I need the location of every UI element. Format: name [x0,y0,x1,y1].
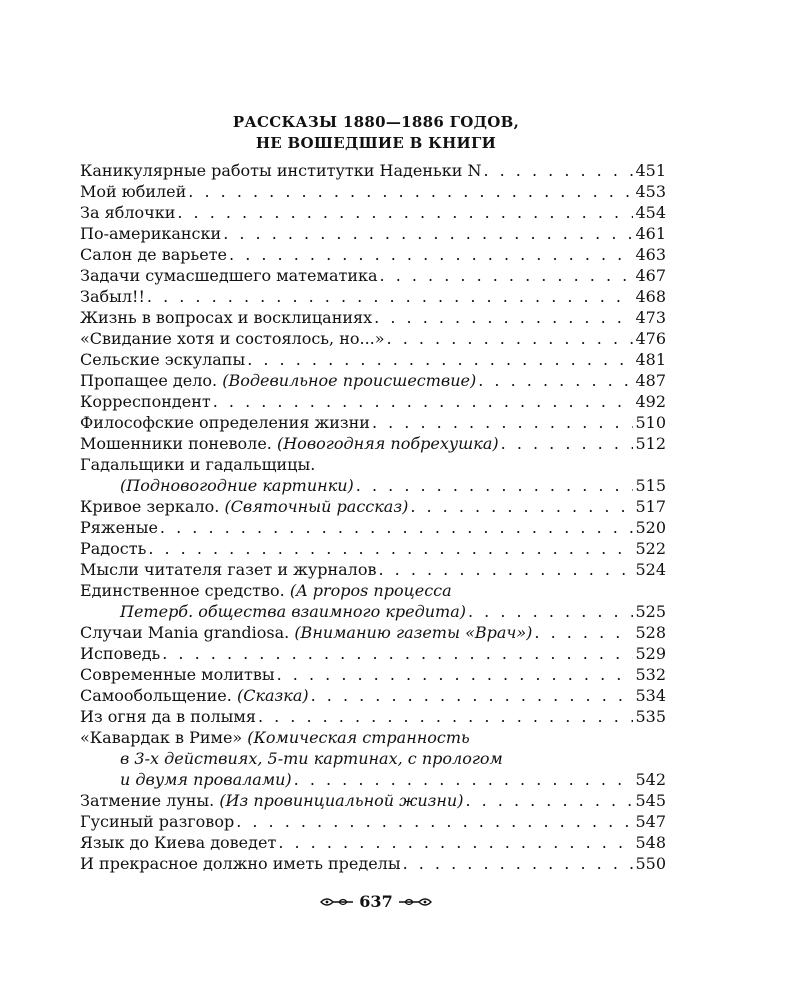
dot-leader [147,286,634,307]
toc-entry-title: Исповедь [80,644,161,663]
toc-entry-title: «Кавардак в Риме» [80,728,243,747]
dot-leader [162,643,633,664]
dot-leader [277,664,634,685]
toc-page-number: 534 [635,686,666,705]
toc-entry [80,328,666,349]
toc-entry [80,706,666,727]
toc-page-number: 517 [635,497,666,516]
toc-entry-continuation [80,601,666,622]
toc-entry-subtitle: (Из провинциальной жизни) [219,791,464,810]
toc-entry-title: Забыл!! [80,287,145,306]
toc-page-number: 481 [635,350,666,369]
page-footer [0,892,752,911]
toc-entry-subtitle-continued: (Подновогодние картинки) [120,476,354,495]
toc-page-number: 524 [635,560,666,579]
toc-entry-title: Философские определения жизни [80,413,370,432]
toc-entry-title: Единственное средство. [80,581,285,600]
toc-entry-subtitle: (Водевильное происшествие) [222,371,477,390]
dot-leader [372,412,634,433]
toc-page-number: 550 [635,854,666,873]
toc-entry-subtitle: (Вниманию газеты «Врач») [294,623,533,642]
toc-entry-title: Гадальщики и гадальщицы. [80,455,316,474]
dot-leader [374,307,633,328]
toc-page-number: 522 [635,539,666,558]
toc-entry [80,496,666,517]
ornament-left-icon [319,895,355,909]
dot-leader [258,706,634,727]
toc-entry [80,307,666,328]
toc-entry-title: Из огня да в полымя [80,707,256,726]
toc-entry-title: Случаи Mania grandiosa. [80,623,290,642]
toc-entry-title: «Свидание хотя и состоялось, но...» [80,329,385,348]
toc-entry [80,790,666,811]
toc-entry-continuation [80,748,666,769]
toc-entry [80,412,666,433]
page-number: 637 [359,892,393,911]
toc-entry-subtitle-continued: Петерб. общества взаимного кредита) [120,602,466,621]
toc-entry-title: Радость [80,539,147,558]
toc-entry [80,454,666,475]
toc-entry [80,664,666,685]
toc-entry [80,643,666,664]
dot-leader [160,517,634,538]
toc-entry-subtitle: (Новогодняя побрехушка) [276,434,499,453]
toc-entry-title: Корреспондент [80,392,211,411]
toc-page-number: 528 [635,623,666,642]
toc-entry [80,685,666,706]
toc-page-number: 454 [635,203,666,222]
toc-entry-title: За яблочки [80,203,176,222]
toc-entry-title: Салон де варьете [80,245,228,264]
toc-page-number: 548 [635,833,666,852]
toc-entry-subtitle: (Святочный рассказ) [224,497,409,516]
toc-entry [80,244,666,265]
toc-entry [80,160,666,181]
toc-entry [80,391,666,412]
toc-entry-title: Каникулярные работы институтки Наденьки N [80,161,482,180]
toc-entry-title: По-американски [80,224,222,243]
dot-leader [177,202,633,223]
toc-entry [80,349,666,370]
toc-page-number: 547 [635,812,666,831]
dot-leader [387,328,634,349]
dot-leader [403,853,634,874]
dot-leader [229,244,633,265]
toc-entry-subtitle: (Комическая странность [247,728,470,747]
toc-entry [80,370,666,391]
toc-entry [80,853,666,874]
dot-leader [278,832,633,853]
dot-leader [223,223,633,244]
toc-page-number: 529 [635,644,666,663]
toc-entry-continuation [80,769,666,790]
toc-entry [80,286,666,307]
dot-leader [483,160,633,181]
toc-page-number: 451 [635,161,666,180]
toc-entry-title: Мысли читателя газет и журналов [80,560,377,579]
section-title-line-1: РАССКАЗЫ 1880—1886 ГОДОВ, [232,113,520,131]
toc-page-number: 492 [635,392,666,411]
toc-entry [80,538,666,559]
dot-leader [378,559,633,580]
toc-page-number: 510 [635,413,666,432]
dot-leader [534,622,633,643]
toc-entry [80,832,666,853]
dot-leader [478,370,633,391]
toc-page-number: 467 [635,266,666,285]
toc-entry [80,811,666,832]
toc-entry-subtitle-continued: в 3-х действиях, 5-ти картинах, с прологом [120,749,503,768]
dot-leader [356,475,634,496]
dot-leader [311,685,634,706]
section-heading [0,112,752,154]
dot-leader [148,538,633,559]
toc-entry-title: И прекрасное должно иметь пределы [80,854,401,873]
dot-leader [236,811,633,832]
toc-entry [80,727,666,748]
dot-leader [465,790,633,811]
toc-entry [80,559,666,580]
dot-leader [468,601,633,622]
toc-entry-title: Язык до Киева доведет [80,833,277,852]
toc-page-number: 468 [635,287,666,306]
ornament-right-icon [397,895,433,909]
dot-leader [410,496,633,517]
toc-entry [80,202,666,223]
toc-entry-title: Мошенники поневоле. [80,434,272,453]
toc-entry-title: Сельские эскулапы [80,350,246,369]
toc-entry [80,265,666,286]
toc-entry-title: Современные молитвы [80,665,275,684]
toc-page-number: 525 [635,602,666,621]
toc-entry-continuation [80,475,666,496]
dot-leader [501,433,634,454]
toc-page-number: 535 [635,707,666,726]
toc-entry-title: Ряженые [80,518,158,537]
toc-page-number: 512 [635,434,666,453]
toc-page-number: 520 [635,518,666,537]
toc-entry-title: Самообольщение. [80,686,232,705]
dot-leader [247,349,633,370]
toc-page-number: 532 [635,665,666,684]
dot-leader [380,265,634,286]
toc-page-number: 453 [635,182,666,201]
dot-leader [213,391,634,412]
toc-page-number: 473 [635,308,666,327]
toc-entry [80,433,666,454]
toc-entry [80,223,666,244]
toc-entry [80,517,666,538]
toc-entry-title: Пропащее дело. [80,371,218,390]
toc-entry [80,580,666,601]
toc-entry [80,622,666,643]
toc-entry-subtitle-continued: и двумя провалами) [120,770,292,789]
toc-page-number: 476 [635,329,666,348]
toc-page-number: 515 [635,476,666,495]
toc-entry-subtitle: (A propos процесса [289,581,452,600]
toc-page-number: 542 [635,770,666,789]
toc-page-number: 545 [635,791,666,810]
toc-entry [80,181,666,202]
toc-page-number: 487 [635,371,666,390]
toc-entry-subtitle: (Сказка) [236,686,309,705]
toc-page-number: 461 [635,224,666,243]
toc-page-number: 463 [635,245,666,264]
section-title-line-2: НЕ ВОШЕДШИЕ В КНИГИ [255,134,497,152]
toc-entry-title: Гусиный разговор [80,812,235,831]
toc-entry-title: Затмение луны. [80,791,215,810]
toc-entry-title: Жизнь в вопросах и восклицаниях [80,308,373,327]
toc-entry-title: Задачи сумасшедшего математика [80,266,378,285]
dot-leader [188,181,633,202]
table-of-contents [80,160,666,874]
toc-entry-title: Кривое зеркало. [80,497,220,516]
toc-entry-title: Мой юбилей [80,182,187,201]
dot-leader [294,769,634,790]
